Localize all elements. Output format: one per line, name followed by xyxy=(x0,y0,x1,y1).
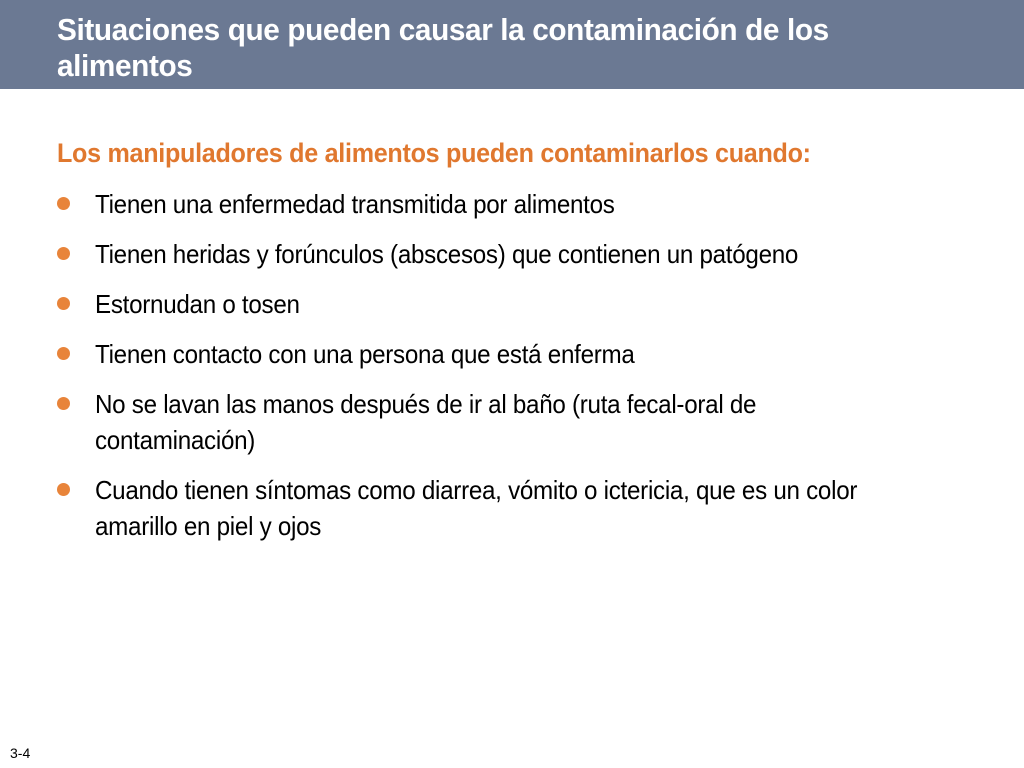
slide-number: 3-4 xyxy=(10,745,31,761)
bullet-item xyxy=(57,336,957,372)
bullet-item xyxy=(57,186,957,222)
bullet-item xyxy=(57,472,957,544)
bullet-text: Estornudan o tosen xyxy=(95,289,300,319)
bullet-dot-icon xyxy=(57,483,70,496)
bullet-list xyxy=(57,186,957,558)
bullet-item xyxy=(57,286,957,322)
bullet-dot-icon xyxy=(57,297,70,310)
bullet-dot-icon xyxy=(57,247,70,260)
slide-title: Situaciones que pueden causar la contaminación de los alimentos xyxy=(57,12,829,83)
bullet-text: Cuando tienen síntomas como diarrea, vómito o ictericia, que es un color amarillo en piel y ojos xyxy=(95,475,858,541)
title-bar xyxy=(0,0,1024,89)
bullet-text: Tienen una enfermedad transmitida por alimentos xyxy=(95,189,615,219)
bullet-dot-icon xyxy=(57,197,70,210)
bullet-text: Tienen heridas y forúnculos (abscesos) que contienen un patógeno xyxy=(95,239,799,269)
bullet-dot-icon xyxy=(57,347,70,360)
bullet-item xyxy=(57,236,957,272)
slide-subtitle: Los manipuladores de alimentos pueden contaminarlos cuando: xyxy=(57,138,811,168)
bullet-item xyxy=(57,386,957,458)
bullet-dot-icon xyxy=(57,397,70,410)
bullet-text: Tienen contacto con una persona que está enferma xyxy=(95,339,635,369)
bullet-text: No se lavan las manos después de ir al baño (ruta fecal-oral de contaminación) xyxy=(95,389,757,455)
